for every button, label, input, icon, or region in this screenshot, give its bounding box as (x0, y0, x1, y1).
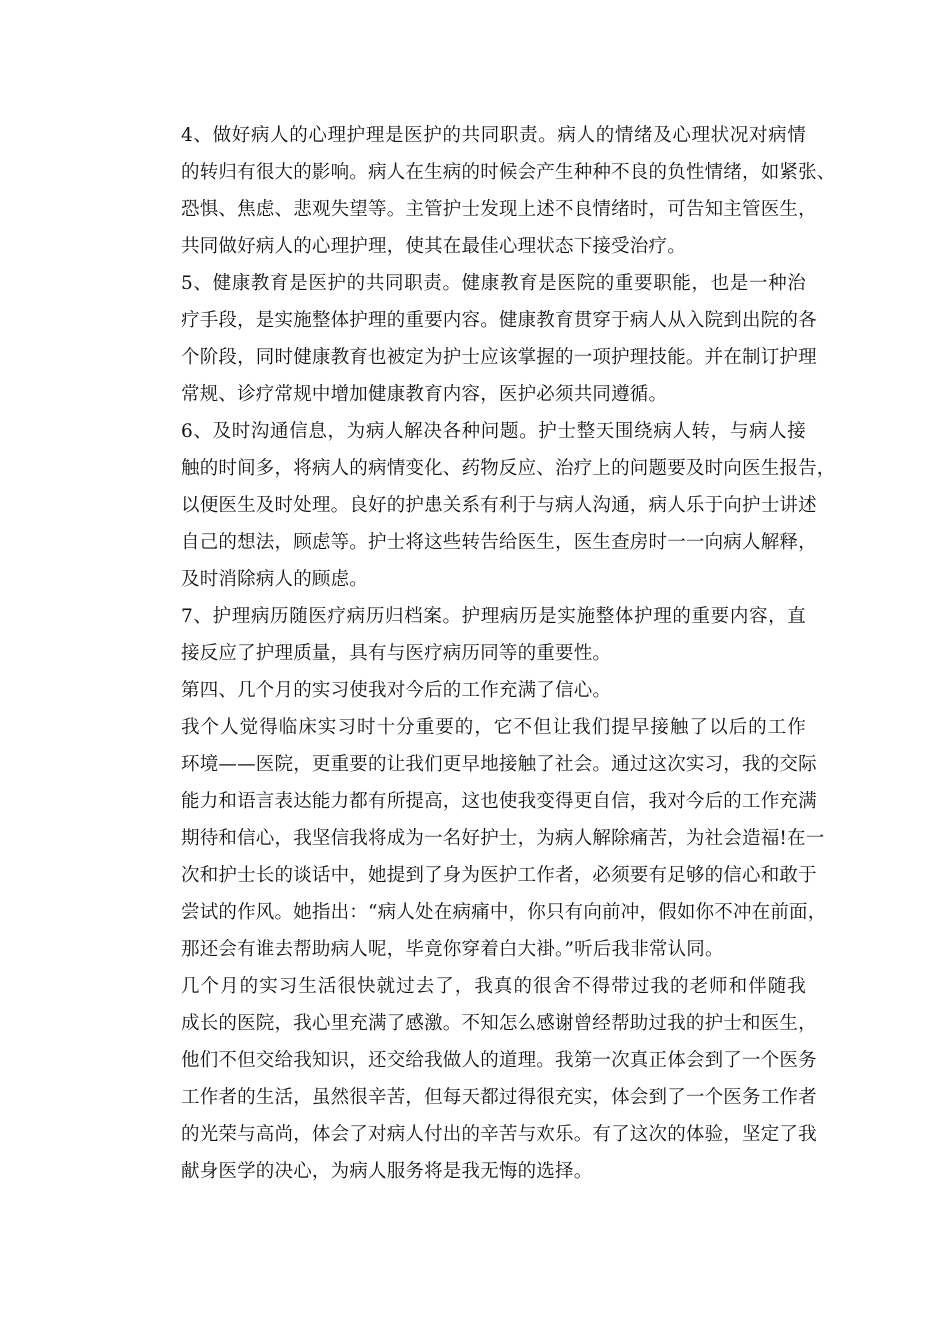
text-line: 恐惧、焦虑、悲观失望等。主管护士发现上述不良情绪时，可告知主管医生， (181, 199, 817, 220)
document-body (144, 117, 836, 1190)
paragraph-doctor-nurse-psychological-care (144, 117, 836, 265)
text-line: 工作者的生活，虽然很辛苦，但每天都过得很充实，体会到了一个医务工作者 (181, 1087, 817, 1108)
text-line: 7、护理病历随医疗病历归档案。护理病历是实施整体护理的重要内容，直 (181, 606, 806, 627)
paragraph-health-education (144, 265, 817, 413)
text-line: 第四、几个月的实习使我对今后的工作充满了信心。 (181, 680, 612, 701)
text-line: 个阶段，同时健康教育也被定为护士应该掌握的一项护理技能。并在制订护理 (181, 347, 817, 368)
text-line: 我个人觉得临床实习时十分重要的，它不但让我们提早接触了以后的工作 (181, 717, 806, 738)
text-line: 5、健康教育是医护的共同职责。健康教育是医院的重要职能，也是一种治 (181, 273, 806, 294)
text-line: 及时消除病人的顾虑。 (181, 569, 369, 590)
text-line: 几个月的实习生活很快就过去了，我真的很舍不得带过我的老师和伴随我 (181, 976, 806, 997)
text-line: 疗手段，是实施整体护理的重要内容。健康教育贯穿于病人从入院到出院的各 (181, 310, 817, 331)
text-line: 常规、诊疗常规中增加健康教育内容，医护必须共同遵循。 (181, 384, 668, 405)
text-line: 的光荣与高尚，体会了对病人付出的辛苦与欢乐。有了这次的体验，坚定了我 (181, 1124, 817, 1145)
paragraph-clinical-internship-importance (144, 709, 827, 968)
text-line: 能力和语言表达能力都有所提高，这也使我变得更自信，我对今后的工作充满 (181, 791, 817, 812)
paragraph-nursing-records (144, 598, 806, 672)
text-line: 那还会有谁去帮助病人呢，毕竟你穿着白大褂。”听后我非常认同。 (181, 939, 724, 960)
section-heading-fourth (144, 672, 806, 709)
paragraph-timely-communication (144, 413, 836, 598)
text-line: 4、做好病人的心理护理是医护的共同职责。病人的情绪及心理状况对病情 (181, 125, 806, 146)
text-line: 共同做好病人的心理护理，使其在最佳心理状态下接受治疗。 (181, 236, 686, 257)
text-line: 触的时间多，将病人的病情变化、药物反应、治疗上的问题要及时向医生报告， (181, 458, 836, 479)
text-line: 自己的想法，顾虑等。护士将这些转告给医生，医生查房时一一向病人解释， (181, 532, 817, 553)
text-line: 环境——医院，更重要的让我们更早地接触了社会。通过这次实习，我的交际 (181, 754, 817, 775)
text-line: 以便医生及时处理。良好的护患关系有利于与病人沟通，病人乐于向护士讲述 (181, 495, 817, 516)
text-line: 期待和信心，我坚信我将成为一名好护士，为病人解除痛苦，为社会造福!在一 (181, 828, 825, 849)
text-line: 献身医学的决心，为病人服务将是我无悔的选择。 (181, 1161, 593, 1182)
paragraph-gratitude-conclusion (144, 968, 817, 1190)
text-line: 他们不但交给我知识，还交给我做人的道理。我第一次真正体会到了一个医务 (181, 1050, 817, 1071)
text-line: 的转归有很大的影响。病人在生病的时候会产生种种不良的负性情绪，如紧张、 (181, 162, 836, 183)
text-line: 次和护士长的谈话中，她提到了身为医护工作者，必须要有足够的信心和敢于 (181, 865, 817, 886)
text-line: 6、及时沟通信息，为病人解决各种问题。护士整天围绕病人转，与病人接 (181, 421, 806, 442)
text-line: 接反应了护理质量，具有与医疗病历同等的重要性。 (181, 643, 612, 664)
text-line: 尝试的作风。她指出：“病人处在病痛中，你只有向前冲，假如你不冲在前面， (181, 902, 827, 923)
text-line: 成长的医院，我心里充满了感激。不知怎么感谢曾经帮助过我的护士和医生， (181, 1013, 817, 1034)
